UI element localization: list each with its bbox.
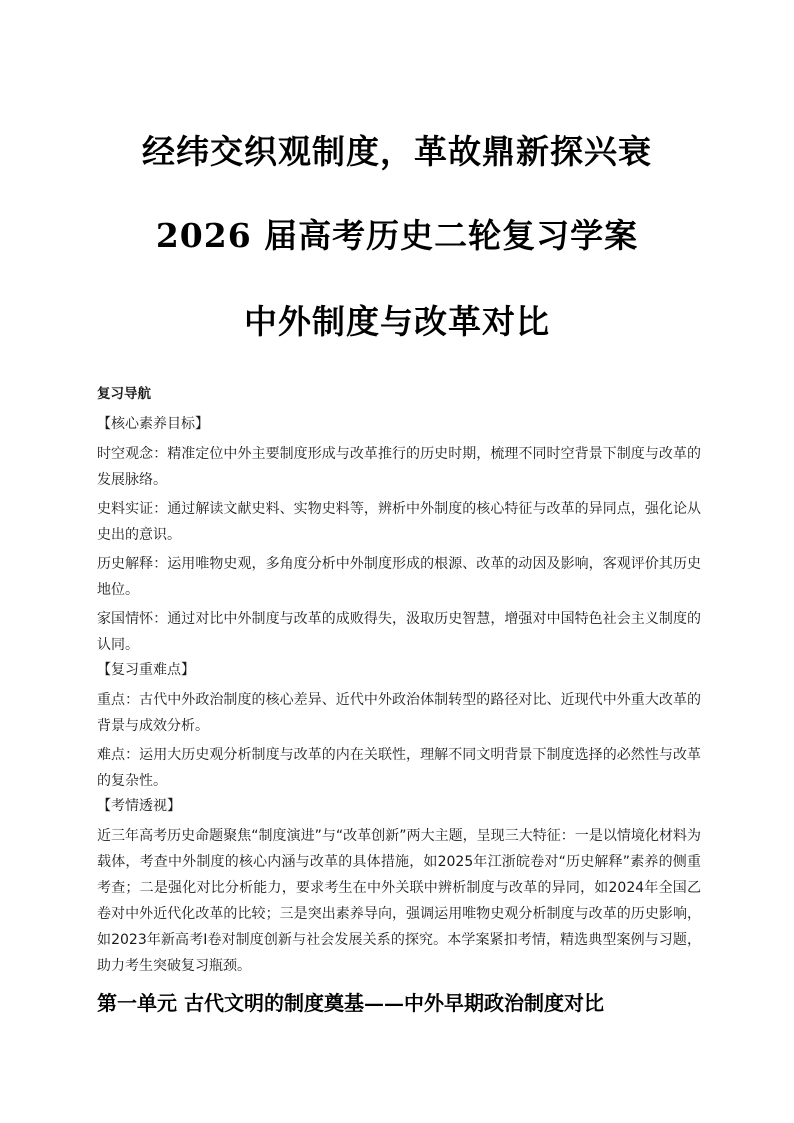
section-heading: 复习导航: [97, 386, 151, 402]
main-title: 经纬交织观制度，革故鼎新探兴衰: [142, 132, 652, 171]
key-points-label: 【复习重难点】: [97, 662, 195, 678]
key-point-item: 难点：运用大历史观分析制度与改革的内在关联性，理解不同文明背景下制度选择的必然性与改革的复杂性。: [97, 747, 701, 789]
subtitle: 2026 届高考历史二轮复习学案: [155, 216, 639, 255]
goal-item: 家国情怀：通过对比中外制度与改革的成败得失，汲取历史智慧，增强对中国特色社会主义制度的认同。: [97, 611, 701, 653]
exam-analysis-label: 【考情透视】: [97, 798, 181, 814]
goal-item: 史料实证：通过解读文献史料、实物史料等，辨析中外制度的核心特征与改革的异同点，强化论从史出的意识。: [97, 501, 701, 543]
core-goals-label: 【核心素养目标】: [97, 416, 209, 432]
exam-analysis-text: 近三年高考历史命题聚焦“制度演进”与“改革创新”两大主题，呈现三大特征：一是以情境化材料为载体，考查中外制度的核心内涵与改革的具体措施，如2025年江浙皖卷对“历史解释”素养的侧重考查；二是强化对比分析能力，要求考生在中外关联中辨析制度与改革的异同，如2024年全国乙卷对中外近代化改革的比较；三是突出素养导向，强调运用唯物史观分析制度与改革的历史影响，如2023年新高考Ⅰ卷对制度创新与社会发展关系的探究。本学案紧扣考情，精选典型案例与习题，助力考生突破复习瓶颈。: [97, 828, 701, 974]
goal-item: 历史解释：运用唯物史观，多角度分析中外制度形成的根源、改革的动因及影响，客观评价其历史地位。: [97, 556, 701, 598]
unit-title: 第一单元 古代文明的制度奠基——中外早期政治制度对比: [97, 991, 604, 1015]
goal-item: 时空观念：精准定位中外主要制度形成与改革推行的历史时期，梳理不同时空背景下制度与改革的发展脉络。: [97, 446, 701, 488]
key-point-item: 重点：古代中外政治制度的核心差异、近代中外政治体制转型的路径对比、近现代中外重大改革的背景与成效分析。: [97, 692, 701, 734]
topic-title: 中外制度与改革对比: [244, 302, 550, 341]
